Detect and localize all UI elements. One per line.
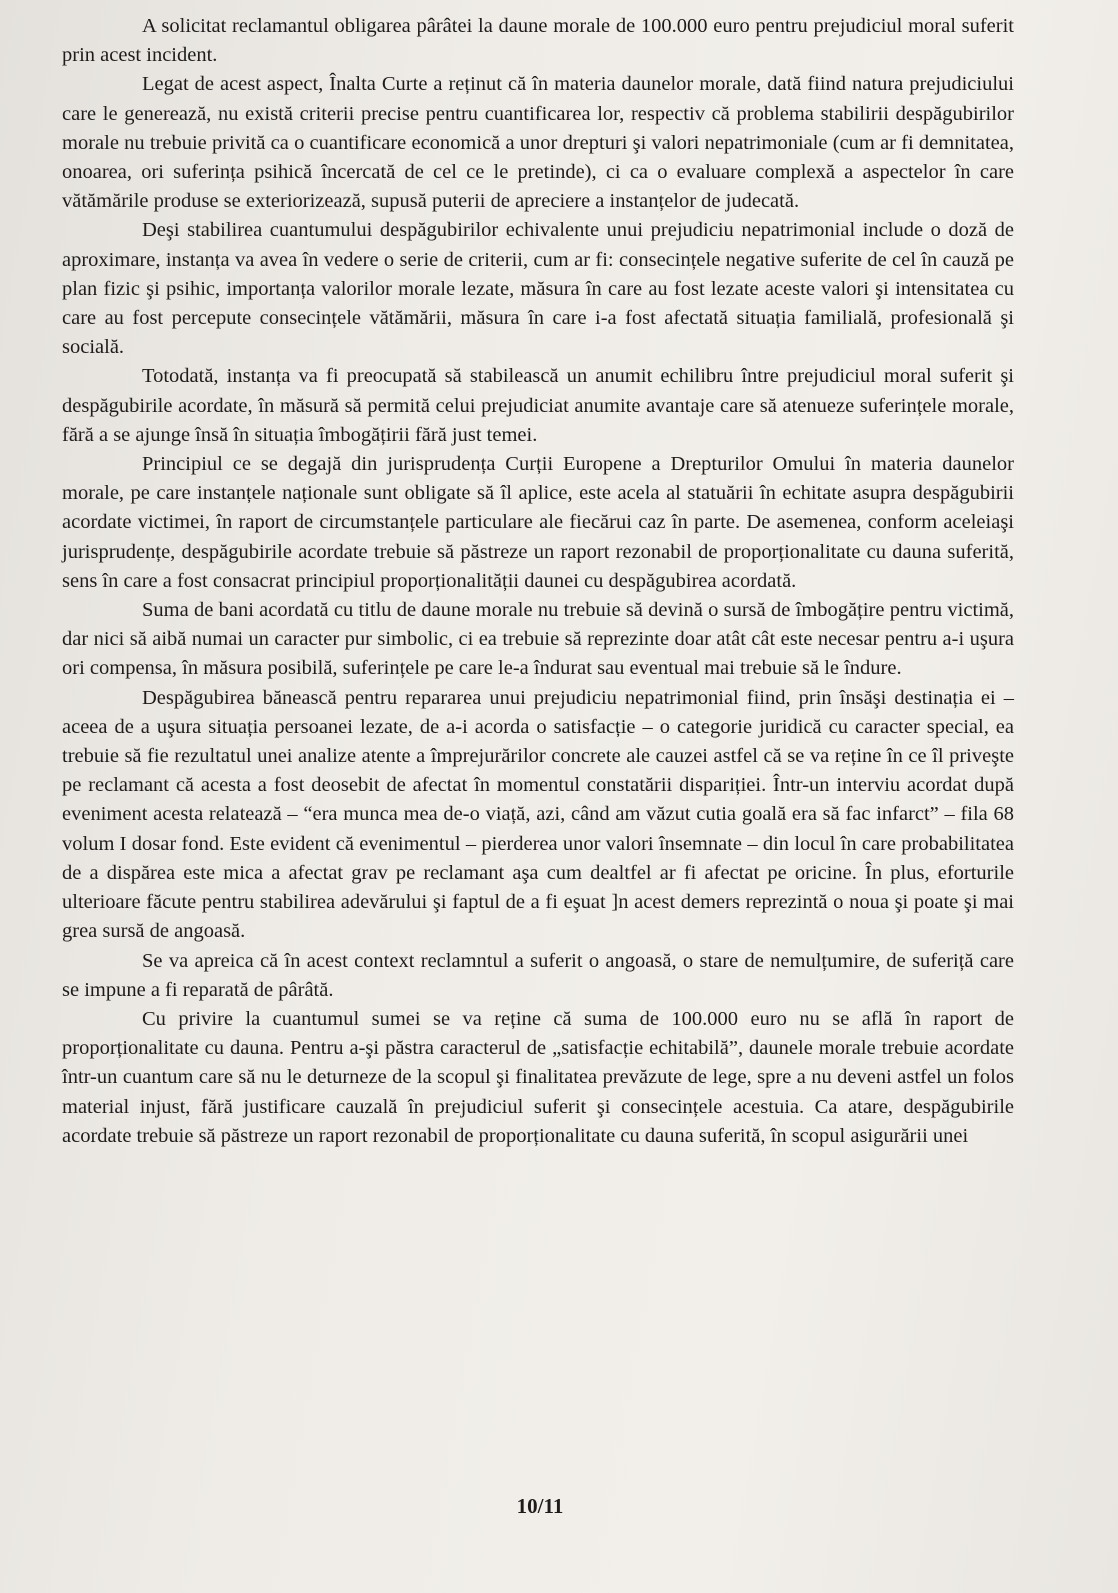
paragraph-sum-of-money: Suma de bani acordată cu titlu de daune morale nu trebuie să devină o sursă de îmbogățire pentru victimă, dar nici să aibă numai un caracter pur simbolic, ci ea trebuie să reprezinte doar atât cât este necesar pentru a-i uşura ori compensa, în măsura posibilă, suferințele pe care le-a îndurat sau eventual mai trebuie să le îndure.	[62, 599, 1014, 680]
paragraph-supreme-court: Legat de acest aspect, Înalta Curte a reținut că în materia daunelor morale, dată fiind natura prejudiciului care le generează, nu există criterii precise pentru cuantificarea lor, respectiv că problema stabilirii despăgubirilor morale nu trebuie privită ca o cuantificare economică a unor drepturi şi valori nepatrimoniale (cum ar fi demnitatea, onoarea, ori suferința psihică încercată de cel ce le pretinde), ci ca o evaluare complexă a aspectelor în care vătămările produse se exteriorizează, supusă puterii de apreciere a instanțelor de judecată.	[62, 73, 1014, 213]
page-number: 10/11	[516, 1494, 564, 1518]
paragraph-compensation-analysis: Despăgubirea bănească pentru repararea unui prejudiciu nepatrimonial fiind, prin însăşi destinația ei – aceea de a uşura situația persoanei lezate, de a-i acorda o satisfacție – o categorie juridică cu caracter special, ea trebuie să fie rezultatul unei analize atente a împrejurărilor concrete ale cauzei astfel că se va reține în ce îl priveşte pe reclamant că acesta a fost deosebit de afectat în momentul constatării dispariției. Într-un interviu acordat după eveniment acesta relatează – “era munca mea de-o viață, azi, când am văzut cutia goală era să fac infarct” – fila 68 volum I dosar fond. Este evident că evenimentul – pierderea unor valori însemnate – din locul în care probabilitatea de a dispărea este mica a afectat grav pe reclamant aşa cum dealtfel ar fi afectat pe oricine. În plus, eforturile ulterioare făcute pentru stabilirea adevărului şi faptul de a fi eşuat ]n acest demers reprezintă o noua şi poate şi mai grea sursă de angoasă.	[62, 686, 1014, 943]
paragraph-echr-principle: Principiul ce se degajă din jurisprudența Curții Europene a Drepturilor Omului în materia daunelor morale, pe care instanțele naționale sunt obligate să îl aplice, este acela al statuării în echitate asupra despăgubirii acordate victimei, în raport de circumstanțele particulare ale fiecărui caz în parte. De asemenea, conform aceleiaşi jurisprudențe, despăgubirile acordate trebuie să păstreze un raport rezonabil de proporționalitate cu dauna suferită, sens în care a fost consacrat principiul proporționalității daunei cu despăgubirea acordată.	[62, 453, 1014, 592]
paragraph-quantum: Cu privire la cuantumul sumei se va reține că suma de 100.000 euro nu se află în raport de proporționalitate cu dauna. Pentru a-şi păstra caracterul de „satisfacție echitabilă”, daunele morale trebuie acordate într-un cuantum care să nu le deturneze de la scopul şi finalitatea prevăzute de lege, spre a nu deveni astfel un folos material injust, fără justificare cauzală în prejudiciul suferit şi consecințele acestuia. Ca atare, despăgubirile acordate trebuie să păstreze un raport rezonabil de proporționalitate cu dauna suferită, în scopul asigurării unei	[62, 1007, 1014, 1147]
paragraph-claim: A solicitat reclamantul obligarea pârâtei la daune morale de 100.000 euro pentru prejudiciul moral suferit prin acest incident.	[62, 15, 1014, 67]
paragraph-anguish: Se va apreica că în acest context reclamntul a suferit o angoasă, o stare de nemulțumire, de suferiță care se impune a fi reparată de pârâtă.	[62, 949, 1014, 1001]
paragraph-balance: Totodată, instanța va fi preocupată să stabilească un anumit echilibru între prejudiciul moral suferit şi despăgubirile acordate, în măsură să permită celui prejudiciat anumite avantaje care să atenueze suferințele morale, fără a se ajunge însă în situația îmbogățirii fără just temei.	[62, 365, 1014, 446]
paragraph-criteria: Deşi stabilirea cuantumului despăgubirilor echivalente unui prejudiciu nepatrimonial include o doză de aproximare, instanța va avea în vedere o serie de criterii, cum ar fi: consecințele negative suferite de cel în cauză pe plan fizic şi psihic, importanța valorilor morale lezate, măsura în care au fost lezate aceste valori şi intensitatea cu care au fost percepute consecințele vătămării, măsura în care i-a fost afectată situația familială, profesională şi socială.	[62, 219, 1014, 359]
